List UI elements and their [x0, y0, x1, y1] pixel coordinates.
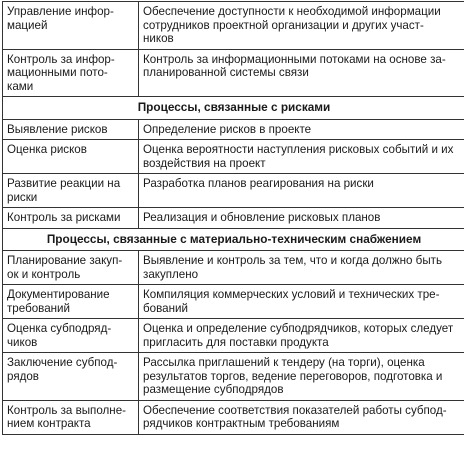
process-name-cell: Заключение субпод- рядов: [3, 353, 139, 401]
section-header-row: [3, 228, 464, 251]
process-description-cell: Обеспечение соответствия показателей работы субпод- рядчиков контрактным требованиям: [139, 400, 464, 434]
table-row: [3, 400, 464, 434]
process-description-cell: Контроль за информационными потоками на основе за- планированной системы связи: [139, 49, 464, 97]
process-description-cell: Разработка планов реагирования на риски: [139, 174, 464, 208]
process-description-cell: Оценка вероятности наступления рисковых событий и их воздействия на проект: [139, 140, 464, 174]
table-row: [3, 251, 464, 285]
process-name-cell: Контроль за инфор- мационными пото- ками: [3, 49, 139, 97]
process-name-cell: Документирование требований: [3, 285, 139, 319]
section-header-row: [3, 97, 464, 120]
table-row: [3, 2, 464, 50]
process-name-cell: Оценка субподряд- чиков: [3, 319, 139, 353]
table-row: [3, 119, 464, 140]
section-title: Процессы, связанные с материально-техническим снабжением: [3, 228, 464, 251]
section-title: Процессы, связанные с рисками: [3, 97, 464, 120]
process-name-cell: Контроль за выполне- нием контракта: [3, 400, 139, 434]
process-name-cell: Управление инфор- мацией: [3, 2, 139, 50]
process-description-cell: Оценка и определение субподрядчиков, которых следует пригласить для поставки продукта: [139, 319, 464, 353]
table-row: [3, 174, 464, 208]
process-name-cell: Выявление рисков: [3, 119, 139, 140]
process-table: [2, 1, 464, 435]
table-row: [3, 319, 464, 353]
table-row: [3, 285, 464, 319]
process-description-cell: Компиляция коммерческих условий и технических тре- бований: [139, 285, 464, 319]
process-description-cell: Определение рисков в проекте: [139, 119, 464, 140]
process-description-cell: Реализация и обновление рисковых планов: [139, 208, 464, 229]
table-row: [3, 353, 464, 401]
table-row: [3, 49, 464, 97]
process-description-cell: Обеспечение доступности к необходимой информации сотрудников проектной организации и других участ- ников: [139, 2, 464, 50]
table-row: [3, 140, 464, 174]
process-name-cell: Оценка рисков: [3, 140, 139, 174]
process-description-cell: Рассылка приглашений к тендеру (на торги), оценка результатов торгов, ведение переговоров, подготовка и размещение субподрядов: [139, 353, 464, 401]
table-row: [3, 208, 464, 229]
process-description-cell: Выявление и контроль за тем, что и когда должно быть закуплено: [139, 251, 464, 285]
process-name-cell: Планирование закуп- ок и контроль: [3, 251, 139, 285]
process-name-cell: Развитие реакции на риски: [3, 174, 139, 208]
process-name-cell: Контроль за рисками: [3, 208, 139, 229]
process-table-body: [3, 2, 464, 435]
